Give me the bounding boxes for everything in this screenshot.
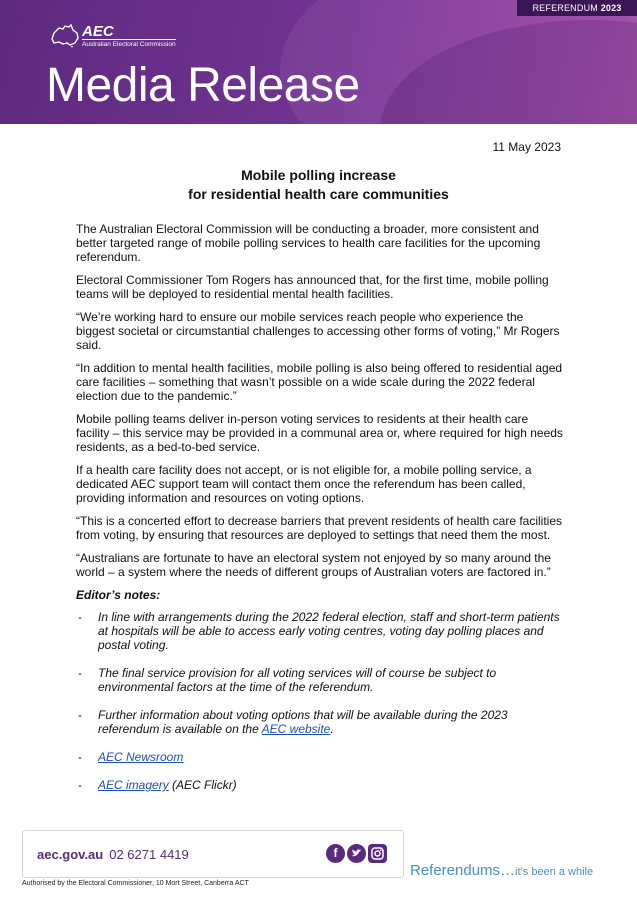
paragraph: “Australians are fortunate to have an electoral system not enjoyed by so many around the world – a system where the needs of different groups of Australian voters are factored in.” bbox=[76, 551, 551, 579]
header-banner bbox=[0, 0, 637, 124]
aec-imagery-link[interactable]: AEC imagery bbox=[98, 778, 169, 792]
note-text: The final service provision for all voting services will of course be subject to environmental factors at the time of the referendum. bbox=[98, 666, 497, 694]
twitter-icon[interactable] bbox=[347, 844, 366, 863]
page-title: Media Release bbox=[46, 59, 360, 112]
instagram-icon[interactable] bbox=[368, 844, 387, 863]
australia-map-icon bbox=[50, 24, 80, 48]
aec-logo bbox=[50, 24, 176, 49]
aec-website-link[interactable]: AEC website bbox=[261, 722, 331, 736]
list-dash: - bbox=[78, 708, 82, 722]
social-icons bbox=[326, 844, 387, 863]
paragraph: If a health care facility does not accept, or is not eligible for, a mobile polling service, a dedicated AEC support team will contact them once the referendum has been called, providing information and resources on voting options. bbox=[76, 463, 532, 505]
list-item bbox=[76, 666, 564, 694]
aec-newsroom-link[interactable]: AEC Newsroom bbox=[98, 750, 184, 764]
tagline-main: Referendums… bbox=[410, 862, 516, 879]
paragraph: Electoral Commissioner Tom Rogers has announced that, for the first time, mobile polling teams will be deployed to residential mental health facilities. bbox=[76, 273, 549, 301]
editors-notes-list bbox=[76, 610, 564, 792]
list-item bbox=[76, 778, 564, 792]
paragraph: The Australian Electoral Commission will be conducting a broader, more consistent and better targeted range of mobile polling services to health care facilities for the upcoming referendum. bbox=[76, 222, 541, 264]
list-dash: - bbox=[78, 666, 82, 680]
referendum-tag-year: 2023 bbox=[600, 3, 622, 13]
footer-contact-box bbox=[22, 830, 404, 878]
list-item bbox=[76, 708, 564, 736]
referendum-tag-label: REFERENDUM bbox=[532, 3, 598, 13]
list-dash: - bbox=[78, 778, 82, 792]
headline bbox=[0, 166, 637, 204]
logo-full-name: Australian Electoral Commission bbox=[82, 41, 176, 48]
note-text: In line with arrangements during the 2022 federal election, staff and short-term patients at hospitals will be able to access early voting centres, voting day polling places and postal voting. bbox=[98, 610, 560, 652]
tagline-small: it’s been a while bbox=[515, 866, 594, 878]
list-dash: - bbox=[78, 610, 82, 624]
footer-phone: 02 6271 4419 bbox=[109, 847, 189, 862]
list-item bbox=[76, 750, 564, 764]
headline-line-2: for residential health care communities bbox=[188, 186, 449, 202]
note-text: Further information about voting options that will be available during the 2023 referendum is available on the bbox=[98, 708, 508, 736]
article-body bbox=[76, 222, 564, 806]
editors-notes-title: Editor’s notes: bbox=[76, 588, 161, 602]
list-dash: - bbox=[78, 750, 82, 764]
paragraph: “We’re working hard to ensure our mobile services reach people who experience the biggest societal or circumstantial challenges to accessing other forms of voting,” Mr Rogers said. bbox=[76, 310, 560, 352]
headline-line-1: Mobile polling increase bbox=[241, 167, 396, 183]
referendum-tag bbox=[517, 0, 637, 16]
paragraph: “This is a concerted effort to decrease barriers that prevent residents of health care facilities from voting, by ensuring that resources are deployed to settings that need them the most. bbox=[76, 514, 563, 542]
logo-abbreviation: AEC bbox=[82, 23, 114, 40]
note-text: (AEC Flickr) bbox=[168, 778, 237, 792]
list-item bbox=[76, 610, 564, 652]
paragraph: Mobile polling teams deliver in-person voting services to residents at their health care facility – this service may be provided in a communal area or, where required for high needs residents, as a bed-to-bed service. bbox=[76, 412, 563, 454]
referendums-tagline bbox=[410, 862, 593, 879]
footer-contact bbox=[37, 847, 189, 862]
authorisation-statement: Authorised by the Electoral Commissioner, 10 Mort Street, Canberra ACT bbox=[22, 880, 249, 887]
paragraph: “In addition to mental health facilities, mobile polling is also being offered to residential aged care facilities – something that wasn’t possible on a wide scale during the 2022 federal election due to the pandemic.” bbox=[76, 361, 563, 403]
footer-website[interactable]: aec.gov.au bbox=[37, 847, 104, 862]
release-date: 11 May 2023 bbox=[492, 140, 561, 154]
note-text-end: . bbox=[330, 722, 334, 736]
facebook-icon[interactable]: f bbox=[326, 844, 345, 863]
